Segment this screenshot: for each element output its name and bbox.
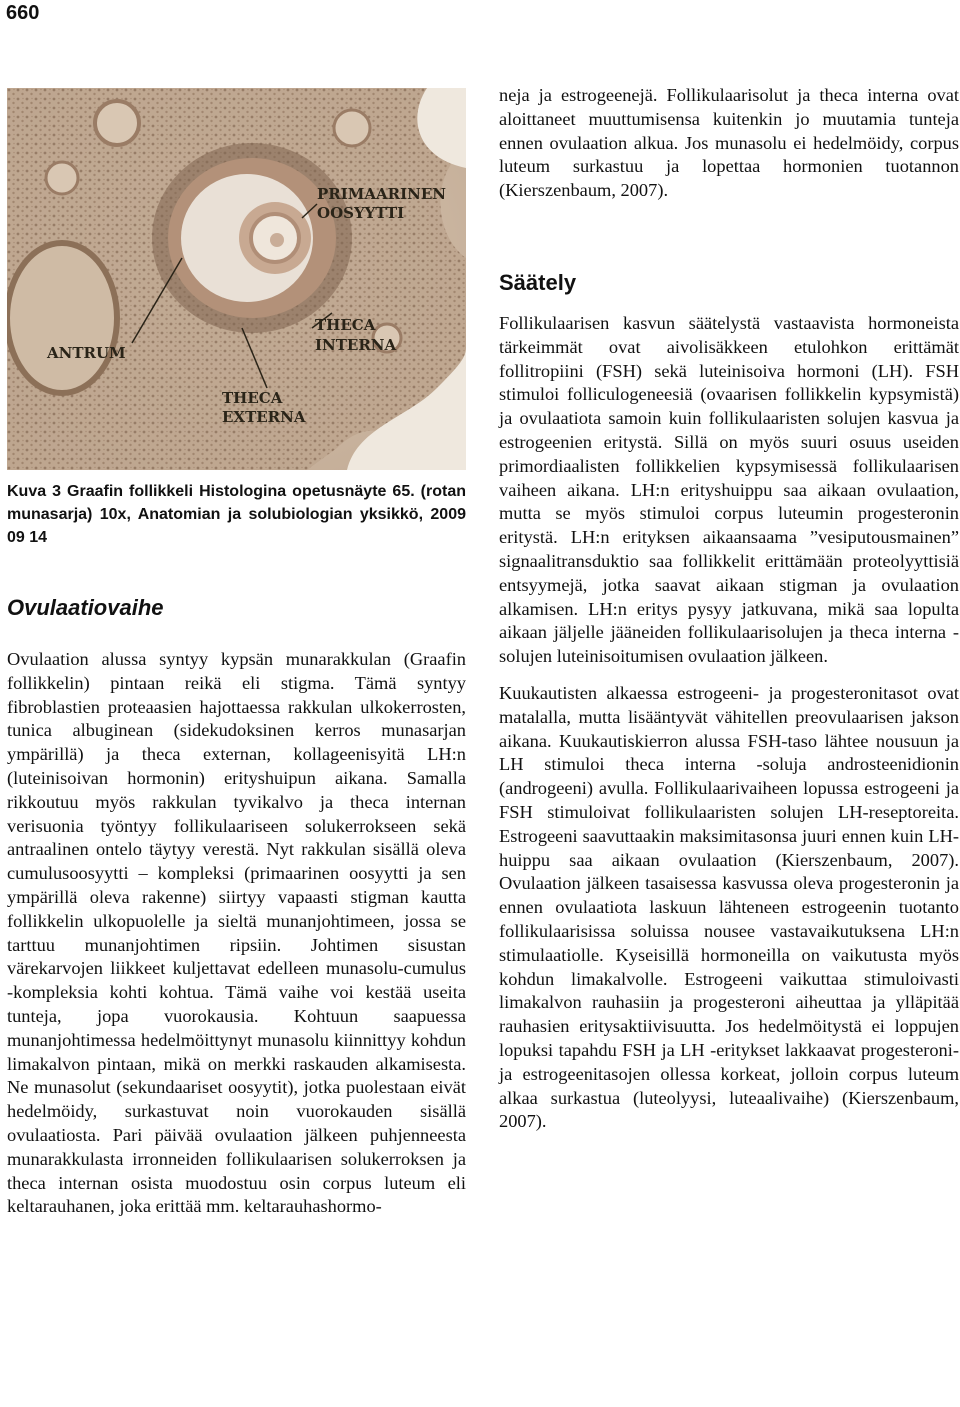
right-column-body	[499, 312, 959, 1147]
label-theca-interna-2: INTERNA	[315, 336, 397, 354]
graafian-follicle-micrograph	[7, 88, 466, 470]
paragraph: neja ja estrogeenejä. Follikulaarisolut ja theca interna ovat aloittaneet muuttumisensa kuitenkin jo muutamia tunteja ennen ovulaation alkua. Jos munasolu ei hedelmöidy, corpus luteum surkastuu ja lopettaa hormonien tuotannon (Kierszenbaum, 2007).	[499, 85, 959, 201]
adjacent-follicle	[7, 243, 117, 393]
label-theca-externa-2: EXTERNA	[222, 408, 306, 426]
label-primaarinen: PRIMAARINEN	[317, 185, 446, 203]
small-follicle	[46, 162, 78, 194]
oocyte-nucleus	[270, 233, 284, 247]
left-column-body	[7, 648, 466, 1219]
figure-caption: Kuva 3 Graafin follikkeli Histologina opetusnäyte 65. (rotan munasarja) 10x, Anatomian ja solubiologian yksikkö, 2009 09 14	[7, 483, 466, 546]
paragraph: Follikulaarisen kasvun säätelystä vastaavista hormoneista tärkeimmät ovat aivolisäkkeen etulohkon erittämät follitropiini (FSH) sekä luteinisoiva hormoni (LH). FSH stimuloi folliculogeneesiä (ovaarisen follikkelin kypsymistä) ja ovulaatiota samoin kuin follikulaaristen solujen kasvua ja estrogeenien eritystä. Sillä on myös suuri osuus useiden primordiaalisten follikkelien kypsymisessä follikulaarisen vaiheen aikana. LH:n erityshuippu saa aikaan ovulaation, mutta se myös stimuloi corpus luteumin progesteronin eritystä. LH:n erityksen aikaansaama ”vesiputousmainen” signaalitransduktio saa follikkelit erittämään proteolyyttisiä entsyymejä, jotka saavat aikaan stigman ja ovulaation alkamisen. LH:n eritys pysyy jatkuvana, mikä saa lopulta aikaan jäljelle jääneiden follikulaarisolujen ja theca interna -solujen luteinisoitumisen ovulaation jälkeen.	[499, 313, 959, 667]
label-theca-externa-1: THECA	[222, 389, 283, 407]
page-number: 660	[6, 2, 40, 24]
section-heading-saately: Säätely	[499, 270, 577, 295]
right-column-continuation	[499, 84, 959, 203]
paragraph: Kuukautisten alkaessa estrogeeni- ja progesteronitasot ovat matalalla, mutta lisääntyvät vähitellen preovulaarisen jakson aikana. Kuukautiskierron alussa FSH-taso lähtee nousuun ja LH stimuloi theca interna -soluja androsteenidionin (androgeeni) avulla. Follikulaarivaiheen lopussa estrogeeni ja FSH stimuloivat follikulaaristen solujen LH-reseptoreita. Estrogeeni saavuttaakin maksimitasonsa juuri ennen kuin LH-huippu saa aikaan ovulaation (Kierszenbaum, 2007). Ovulaation jälkeen tasaisessa kasvussa oleva progesteronin ja ennen ovulaatiota laskuun lähteneen estrogeenin tuotanto follikulaarisissa soluissa nousee vastavaikutuksena LH:n stimulaatiolle. Kyseisillä hormoneilla on vaikutusta myös kohdun limakalvolle. Estrogeeni vaikuttaa stimuloivasti limakalvon rauhasiin ja progesteroni aiheuttaa ja ylläpitää rauhasien eritysaktiivisuutta. Jos hedelmöitystä ei loppujen lopuksi tapahdu FSH ja LH -eritykset lakkaavat progesteroni- ja estrogeenitasojen ollessa korkeat, jolloin corpus luteum alkaa surkastua (luteolyysi, luteaalivaihe) (Kierszenbaum, 2007).	[499, 682, 959, 1132]
small-follicle	[334, 110, 370, 146]
histology-figure	[7, 88, 466, 470]
label-antrum: ANTRUM	[47, 344, 126, 362]
label-theca-interna-1: THECA	[315, 316, 376, 334]
label-oosyytti: OOSYYTTI	[317, 204, 405, 222]
small-follicle	[95, 101, 139, 145]
section-heading-ovulaatiovaihe: Ovulaatiovaihe	[7, 595, 164, 620]
paragraph: Ovulaation alussa syntyy kypsän munarakkulan (Graafin follikkelin) pintaan reikä eli stigma. Tämä syntyy fibroblastien proteaasien hajottaessa rakkulan ulkokerrosten, tunica albuginean (sidekudoksinen kerros munasarjan ympärillä) ja theca externan, kollageenisyitä LH:n (luteinisoivan hormonin) erityshuipun aikana. Samalla rikkoutuu myös rakkulan tyvikalvo ja theca internan verisuonia työntyy follikulaariseen solukerrokseen sekä antraalinen ontelo täytyy verestä. Nyt rakkulan sisällä oleva cumulusoosyytti – kompleksi (primaarinen oosyytti ja sen ympärillä oleva rakenne) siirtyy vapaasti stigman kautta follikkelin ulkopuolelle ja sieltä munanjohtimeen, jossa se tarttuu munanjohtimen ripsiin. Johtimen sisustan värekarvojen liikkeet kuljettavat edelleen munasolu-cumulus -kompleksia kohti kohtua. Tämä vaihe voi kestää useita tunteja, jopa vuorokausia. Kohtuun saapuessa munanjohtimessa hedelmöittynyt munasolu kiinnittyy kohdun limakalvon pintaan, mikä on merkki raskauden alkamisesta. Ne munasolut (sekundaariset oosyytit), jotka puolestaan eivät hedelmöidy, surkastuvat noin vuorokauden sisällä ovulaatiosta. Pari päivää ovulaation jälkeen puhjenneesta munarakkulasta irronneiden follikulaarisen solukerroksen ja theca internan osista muodostuu osin corpus luteum eli keltarauhanen, joka erittää mm. keltarauhashormo-	[7, 649, 466, 1217]
